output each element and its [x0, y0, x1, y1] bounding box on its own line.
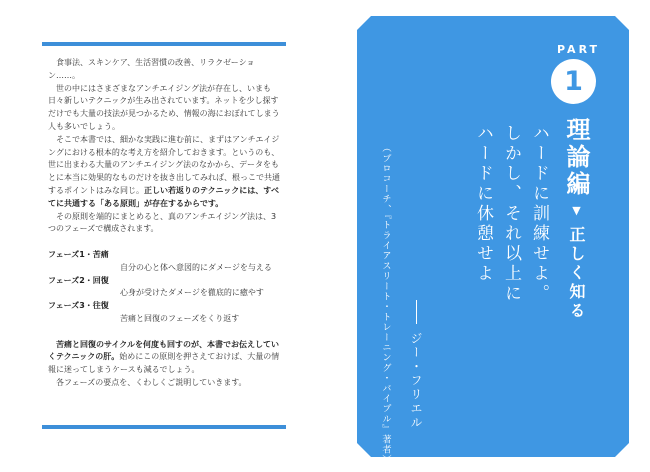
- phase-2-desc: 心身が受けたダメージを徹底的に癒やす: [120, 288, 264, 298]
- part-number: 1: [564, 66, 583, 97]
- phase-1-desc: 自分の心と体へ意図的にダメージを与える: [120, 262, 272, 272]
- paragraph-closing: [48, 339, 280, 377]
- phase-3-desc: 苦痛と回復のフェーズをくり返す: [120, 313, 240, 323]
- phase-1-head: フェーズ1・苦痛: [48, 249, 109, 259]
- quote-line-1: ハードに訓練せよ。: [529, 124, 549, 304]
- author-dash: [416, 300, 417, 324]
- chapter-heading: [559, 117, 594, 321]
- paragraph-4: その原則を端的にまとめると、真のアンチエイジング法は、3つのフェーズで構成されます。: [48, 211, 277, 234]
- chapter-title: 理論編: [562, 117, 590, 198]
- phase-2-head: フェーズ2・回復: [48, 275, 109, 285]
- author-name: ジー・フリエル: [409, 332, 423, 430]
- quote-line-3: ハードに休憩せよ: [473, 124, 493, 284]
- paragraph-1: 食事法、スキンケア、生活習慣の改善、リラクゼーション……。: [48, 58, 255, 80]
- paragraph-2: 世の中にはさまざまなアンチエイジング法が存在し、いまも日々新しいテクニックが生み出されています。ネットを少し探すだけでも大量の技法が見つかるため、情報の海におぼれてしまう人も多いでしょう。: [48, 83, 280, 131]
- closing-bold: 苦痛と回復のサイクルを何度も回すのが、本書でお伝えしていくテクニックの肝。: [48, 339, 280, 362]
- chapter-subtitle: 正しく知る: [567, 226, 586, 321]
- part-number-badge: [551, 59, 596, 104]
- paragraph-3: [48, 134, 280, 211]
- paragraph-last: 各フェーズの要点を、くわしくご説明していきます。: [56, 377, 247, 387]
- bottom-rule: [42, 425, 286, 429]
- body-text: [48, 57, 280, 390]
- top-rule: [42, 42, 286, 46]
- phase-3-head: フェーズ3・往復: [48, 301, 109, 311]
- quote-author: [408, 300, 425, 430]
- paragraph-3-bold: 正しい若返りのテクニックには、すべてに共通する「ある原則」が存在するからです。: [48, 185, 280, 208]
- triangle-icon: ▼: [570, 204, 583, 220]
- closing-rest: 始めにこの原則を押さえておけば、大量の情報に迷ってしまうケースも減るでしょう。: [48, 352, 280, 375]
- quote-line-2: しかし、それ以上に: [501, 124, 521, 304]
- epigraph-quote: [469, 124, 553, 304]
- part-label: PART: [557, 43, 601, 56]
- paragraph-3-text: そこで本書では、細かな実践に進む前に、まずはアンチエイジングにおける根本的な考え方を紹介しておきます。というのも、世に出まわる大量のアンチエイジング法のなかから、データをもとに本当に効果的なものだけを抜き出してみれば、根っこで共通するポイントはみな同じ。: [48, 134, 280, 195]
- author-credit: （プロコーチ、『トライアスリート・トレーニング・バイブル』著者）: [380, 143, 391, 465]
